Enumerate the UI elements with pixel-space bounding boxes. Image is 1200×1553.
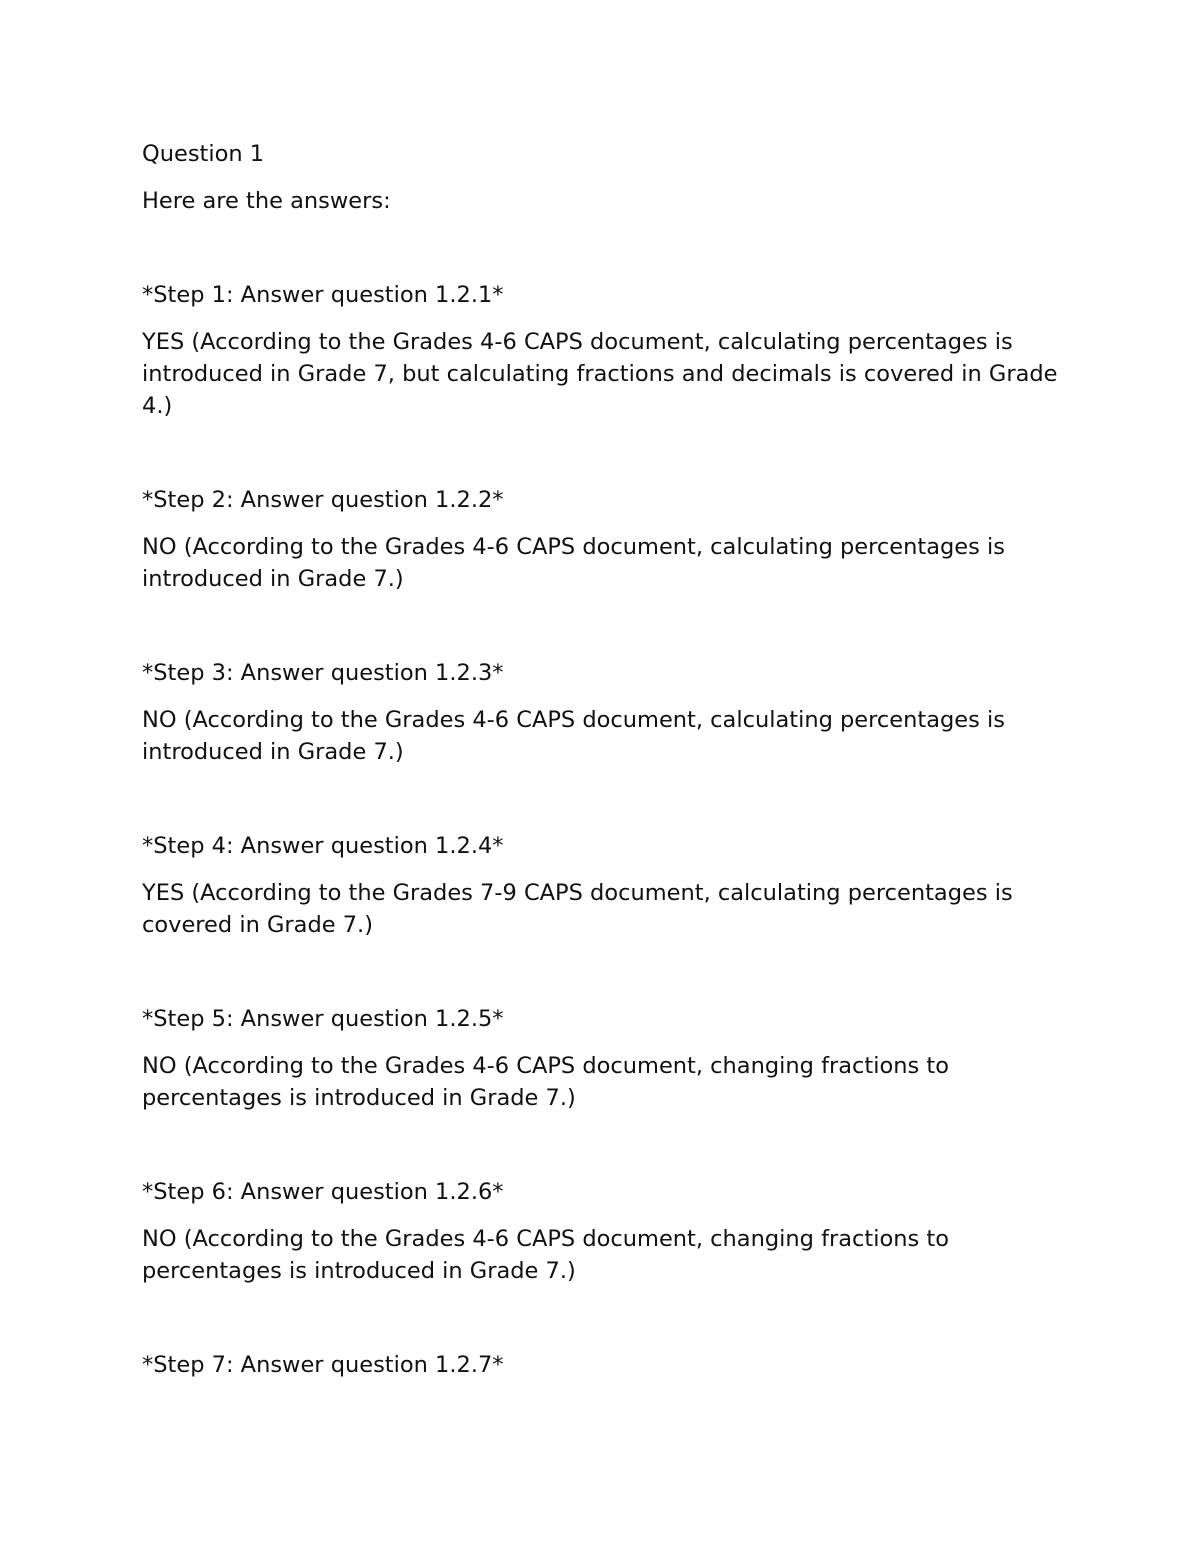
step-1-heading: *Step 1: Answer question 1.2.1* — [142, 282, 504, 308]
document-body — [142, 138, 1072, 1396]
step-5-heading: *Step 5: Answer question 1.2.5* — [142, 1006, 504, 1032]
step-4-answer: YES (According to the Grades 7-9 CAPS document, calculating percentages is covered in Grade 7.) — [142, 880, 1013, 938]
step-1-answer: YES (According to the Grades 4-6 CAPS document, calculating percentages is introduced in Grade 7, but calculating fractions and decimals is covered in Grade 4.) — [142, 329, 1058, 419]
step-2-answer: NO (According to the Grades 4-6 CAPS document, calculating percentages is introduced in Grade 7.) — [142, 534, 1005, 592]
step-6-heading: *Step 6: Answer question 1.2.6* — [142, 1179, 504, 1205]
page-title: Question 1 — [142, 141, 265, 167]
step-4-heading: *Step 4: Answer question 1.2.4* — [142, 833, 504, 859]
step-5-answer: NO (According to the Grades 4-6 CAPS document, changing fractions to percentages is introduced in Grade 7.) — [142, 1053, 949, 1111]
step-6-answer: NO (According to the Grades 4-6 CAPS document, changing fractions to percentages is introduced in Grade 7.) — [142, 1226, 949, 1284]
step-7-heading: *Step 7: Answer question 1.2.7* — [142, 1352, 504, 1378]
step-3-heading: *Step 3: Answer question 1.2.3* — [142, 660, 504, 686]
step-2-heading: *Step 2: Answer question 1.2.2* — [142, 487, 504, 513]
intro-text: Here are the answers: — [142, 188, 391, 214]
step-3-answer: NO (According to the Grades 4-6 CAPS document, calculating percentages is introduced in Grade 7.) — [142, 707, 1005, 765]
